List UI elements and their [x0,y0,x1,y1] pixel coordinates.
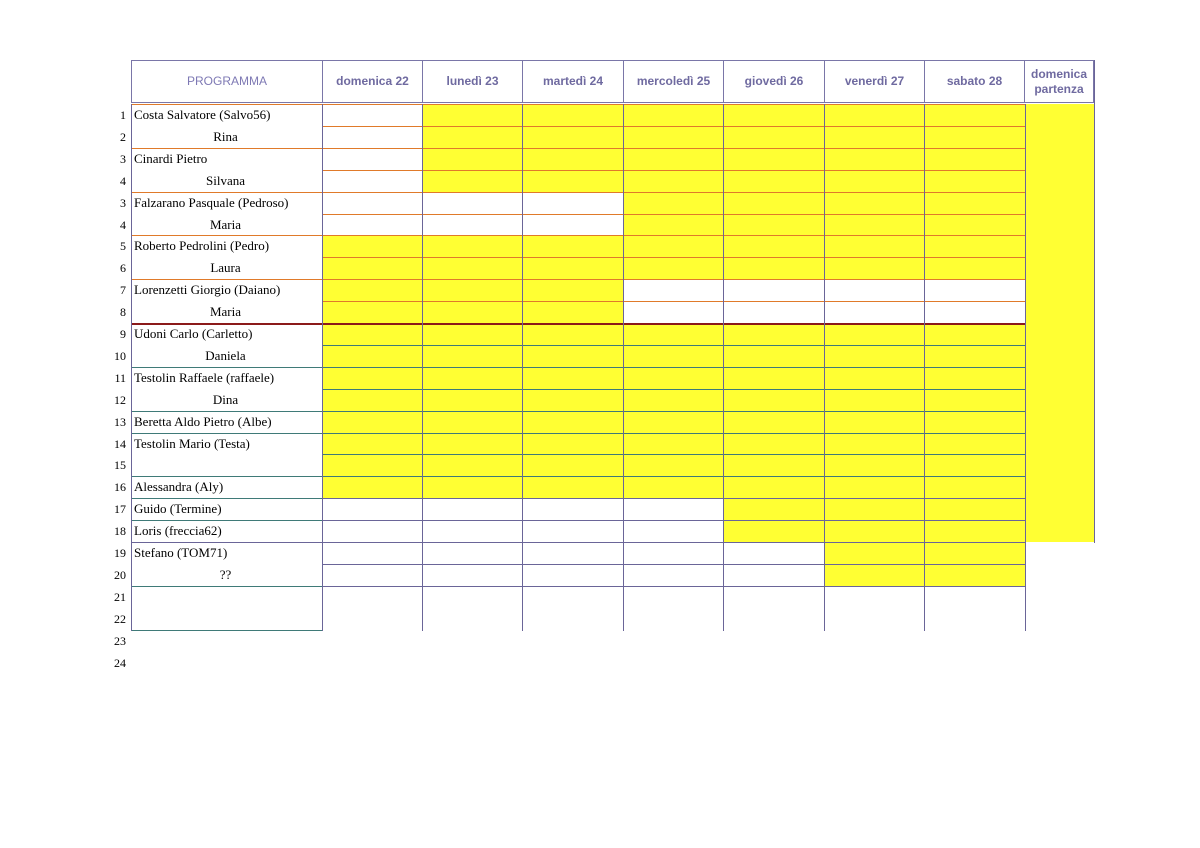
day-cell [322,126,422,149]
row-number: 7 [120,283,126,297]
day-cell [924,564,1025,587]
grid-line [131,411,323,412]
grid-line [322,476,1025,477]
day-cell [723,170,824,193]
day-cell [924,345,1025,368]
day-cell [924,454,1025,477]
day-cell [322,564,422,587]
day-cell [623,520,723,543]
day-cell [824,104,924,127]
day-cell [322,104,422,127]
grid-line [723,104,724,631]
day-cell [522,214,623,237]
grid-line [131,235,323,236]
day-cell [723,279,824,302]
day-cell [924,433,1025,456]
row-number: 17 [114,502,126,516]
day-cell [924,192,1025,215]
row-name: Beretta Aldo Pietro (Albe) [134,414,272,429]
day-cell [422,476,522,499]
header-day-7: sabato 28 [924,60,1025,103]
header-day-5: giovedì 26 [723,60,825,103]
day-cell [924,257,1025,280]
day-cell [623,104,723,127]
row-number: 3 [120,196,126,210]
row-number: 6 [120,261,126,275]
day-cell [522,126,623,149]
row-number: 11 [114,371,126,385]
day-cell [924,367,1025,390]
grid-line [522,104,523,631]
row-name: Guido (Termine) [134,501,222,516]
row-number: 23 [114,634,126,648]
grid-line [131,476,323,477]
day-cell [422,389,522,412]
day-cell [522,476,623,499]
row-number: 16 [114,480,126,494]
day-cell [924,520,1025,543]
day-cell [623,345,723,368]
grid-line [824,104,825,631]
row-number: 9 [120,327,126,341]
day-cell [623,542,723,565]
day-cell [723,214,824,237]
grid-line [131,148,323,149]
day-cell [824,301,924,324]
day-cell [723,498,824,521]
day-cell [422,192,522,215]
grid-line [131,367,323,368]
day-cell [623,586,723,609]
day-cell [723,301,824,324]
grid-line [322,301,1025,302]
day-cell [623,454,723,477]
grid-line [924,104,925,631]
row-number: 2 [120,130,126,144]
day-cell [322,323,422,346]
grid-line [1025,104,1026,631]
row-number: 18 [114,524,126,538]
row-name: Alessandra (Aly) [134,479,224,494]
row-number: 13 [114,415,126,429]
day-cell [824,564,924,587]
day-cell [723,257,824,280]
row-number: 8 [120,305,126,319]
day-cell [322,411,422,434]
day-cell [522,433,623,456]
day-cell [723,148,824,171]
day-cell [522,170,623,193]
day-cell [924,104,1025,127]
row-number: 24 [114,656,126,670]
day-cell [522,192,623,215]
day-cell [824,389,924,412]
day-cell [723,476,824,499]
day-cell [422,411,522,434]
day-cell [924,389,1025,412]
day-cell [422,170,522,193]
day-cell [824,170,924,193]
day-cell [723,520,824,543]
row-number: 14 [114,437,126,451]
day-cell [422,608,522,631]
day-cell [924,126,1025,149]
grid-line [322,235,1025,236]
row-number: 3 [120,152,126,166]
day-cell [623,367,723,390]
row-name: Dina [212,392,239,407]
day-cell [623,433,723,456]
day-cell [322,148,422,171]
grid-line [322,367,1025,368]
grid-line [322,542,1025,543]
header-departure [1024,60,1094,103]
row-number: 22 [114,612,126,626]
day-cell [623,476,723,499]
day-cell [522,520,623,543]
day-cell [522,564,623,587]
day-cell [723,345,824,368]
day-cell [623,564,723,587]
day-cell [924,498,1025,521]
row-name: Udoni Carlo (Carletto) [134,326,253,341]
day-cell [623,498,723,521]
day-cell [522,367,623,390]
day-cell [422,454,522,477]
day-cell [322,389,422,412]
row-name [131,608,322,630]
day-cell [824,433,924,456]
row-number: 4 [120,174,126,188]
day-cell [824,411,924,434]
day-cell [322,279,422,302]
grid-line [322,454,1025,455]
day-cell [924,608,1025,631]
grid-line [322,214,1025,215]
day-cell [723,323,824,346]
row-number: 19 [114,546,126,560]
day-cell [824,279,924,302]
day-cell [322,476,422,499]
grid-line [131,104,132,631]
day-cell [623,301,723,324]
day-cell [623,192,723,215]
grid-line [322,126,1025,127]
day-cell [322,257,422,280]
grid-line [131,433,323,434]
row-number: 1 [120,108,126,122]
day-cell [824,454,924,477]
day-cell [824,192,924,215]
day-cell [924,301,1025,324]
day-cell [723,389,824,412]
day-cell [522,345,623,368]
day-cell [723,235,824,258]
day-cell [723,411,824,434]
day-cell [422,433,522,456]
header-day-1: domenica 22 [322,60,423,103]
day-cell [322,345,422,368]
grid-line [322,279,1025,280]
row-name: Costa Salvatore (Salvo56) [134,107,271,122]
grid-line [322,104,323,631]
day-cell [522,323,623,346]
header-departure-line2: partenza [1034,81,1084,96]
grid-line [322,389,1025,390]
day-cell [723,104,824,127]
day-cell [824,235,924,258]
day-cell [723,126,824,149]
day-cell [824,498,924,521]
day-cell [824,257,924,280]
header-programma: PROGRAMMA [131,60,323,103]
grid-line [131,520,323,521]
row-number: 20 [114,568,126,582]
day-cell [522,608,623,631]
grid-line [322,433,1025,434]
day-cell [422,214,522,237]
grid-line [131,279,323,280]
row-name: ?? [219,567,232,582]
day-cell [422,235,522,258]
row-name: Silvana [206,173,245,188]
day-cell [422,498,522,521]
day-cell [924,323,1025,346]
row-name: Loris (freccia62) [134,523,222,538]
day-cell [422,301,522,324]
day-cell [623,279,723,302]
header-day-4: mercoledì 25 [623,60,724,103]
row-number: 21 [114,590,126,604]
row-name: Testolin Mario (Testa) [134,436,250,451]
day-cell [422,257,522,280]
row-name: Cinardi Pietro [134,151,208,166]
row-name: Daniela [205,348,246,363]
row-name: Lorenzetti Giorgio (Daiano) [134,282,281,297]
day-cell [422,279,522,302]
grid-line [623,104,624,631]
day-cell [522,104,623,127]
day-cell [924,542,1025,565]
row-name [131,586,322,608]
row-number: 15 [114,458,126,472]
day-cell [422,542,522,565]
grid-line [131,586,323,587]
day-cell [522,389,623,412]
day-cell [422,126,522,149]
day-cell [322,498,422,521]
day-cell [623,411,723,434]
day-cell [824,323,924,346]
day-cell [522,235,623,258]
day-cell [924,411,1025,434]
day-cell [322,367,422,390]
day-cell [422,345,522,368]
day-cell [623,126,723,149]
day-cell [924,279,1025,302]
day-cell [824,148,924,171]
day-cell [322,301,422,324]
day-cell [924,586,1025,609]
day-cell [723,454,824,477]
day-cell [723,192,824,215]
day-cell [422,104,522,127]
grid-line [131,630,323,631]
row-name: Stefano (TOM71) [134,545,228,560]
grid-line [322,498,1025,499]
grid-line [131,104,323,105]
grid-line [322,586,1025,587]
row-name: Falzarano Pasquale (Pedroso) [134,195,289,210]
day-cell [623,235,723,258]
day-cell [723,433,824,456]
day-cell [322,170,422,193]
day-cell [422,586,522,609]
grid-line [131,192,323,193]
day-cell [924,148,1025,171]
header-departure-line1: domenica [1030,66,1087,81]
day-cell [522,301,623,324]
day-cell [723,586,824,609]
day-cell [623,148,723,171]
day-cell [824,367,924,390]
day-cell [322,586,422,609]
day-cell [824,520,924,543]
day-cell [322,214,422,237]
header-day-3: martedì 24 [522,60,624,103]
day-cell [924,476,1025,499]
header-day-2: lunedì 23 [422,60,523,103]
row-name: Maria [209,217,242,232]
day-cell [522,279,623,302]
day-cell [824,476,924,499]
day-cell [422,520,522,543]
row-name: Rina [213,129,238,144]
day-cell [623,323,723,346]
grid-line [131,542,323,543]
row-number: 12 [114,393,126,407]
grid-line [322,104,1025,105]
grid-line [322,192,1025,193]
grid-line [322,170,1025,171]
day-cell [623,170,723,193]
day-cell [522,257,623,280]
grid-line [322,411,1025,412]
day-cell [824,126,924,149]
day-cell [623,389,723,412]
day-cell [824,542,924,565]
row-name: Maria [209,304,242,319]
row-number: 4 [120,218,126,232]
grid-line [322,520,1025,521]
day-cell [522,498,623,521]
day-cell [824,608,924,631]
grid-line [322,564,1025,565]
day-cell [824,586,924,609]
day-cell [924,214,1025,237]
day-cell [522,542,623,565]
day-cell [522,454,623,477]
day-cell [723,542,824,565]
row-name [131,454,322,476]
day-cell [924,235,1025,258]
row-number: 5 [120,239,126,253]
day-cell [422,564,522,587]
row-name: Laura [210,260,241,275]
day-cell [522,148,623,171]
day-cell [924,170,1025,193]
grid-line [1094,60,1095,543]
departure-column [1025,104,1094,542]
grid-line [322,148,1025,149]
day-cell [322,520,422,543]
day-cell [723,564,824,587]
day-cell [623,608,723,631]
row-name: Roberto Pedrolini (Pedro) [134,238,270,253]
day-cell [623,214,723,237]
day-cell [522,586,623,609]
grid-line [131,323,1025,325]
day-cell [322,542,422,565]
row-name: Testolin Raffaele (raffaele) [134,370,275,385]
day-cell [824,214,924,237]
day-cell [522,411,623,434]
day-cell [723,367,824,390]
day-cell [322,192,422,215]
day-cell [322,235,422,258]
day-cell [422,148,522,171]
day-cell [322,433,422,456]
day-cell [824,345,924,368]
day-cell [322,454,422,477]
day-cell [322,608,422,631]
grid-line [422,104,423,631]
grid-line [131,498,323,499]
header-day-6: venerdì 27 [824,60,925,103]
day-cell [723,608,824,631]
day-cell [422,323,522,346]
grid-line [322,257,1025,258]
day-cell [623,257,723,280]
row-number: 10 [114,349,126,363]
grid-line [322,345,1025,346]
day-cell [422,367,522,390]
